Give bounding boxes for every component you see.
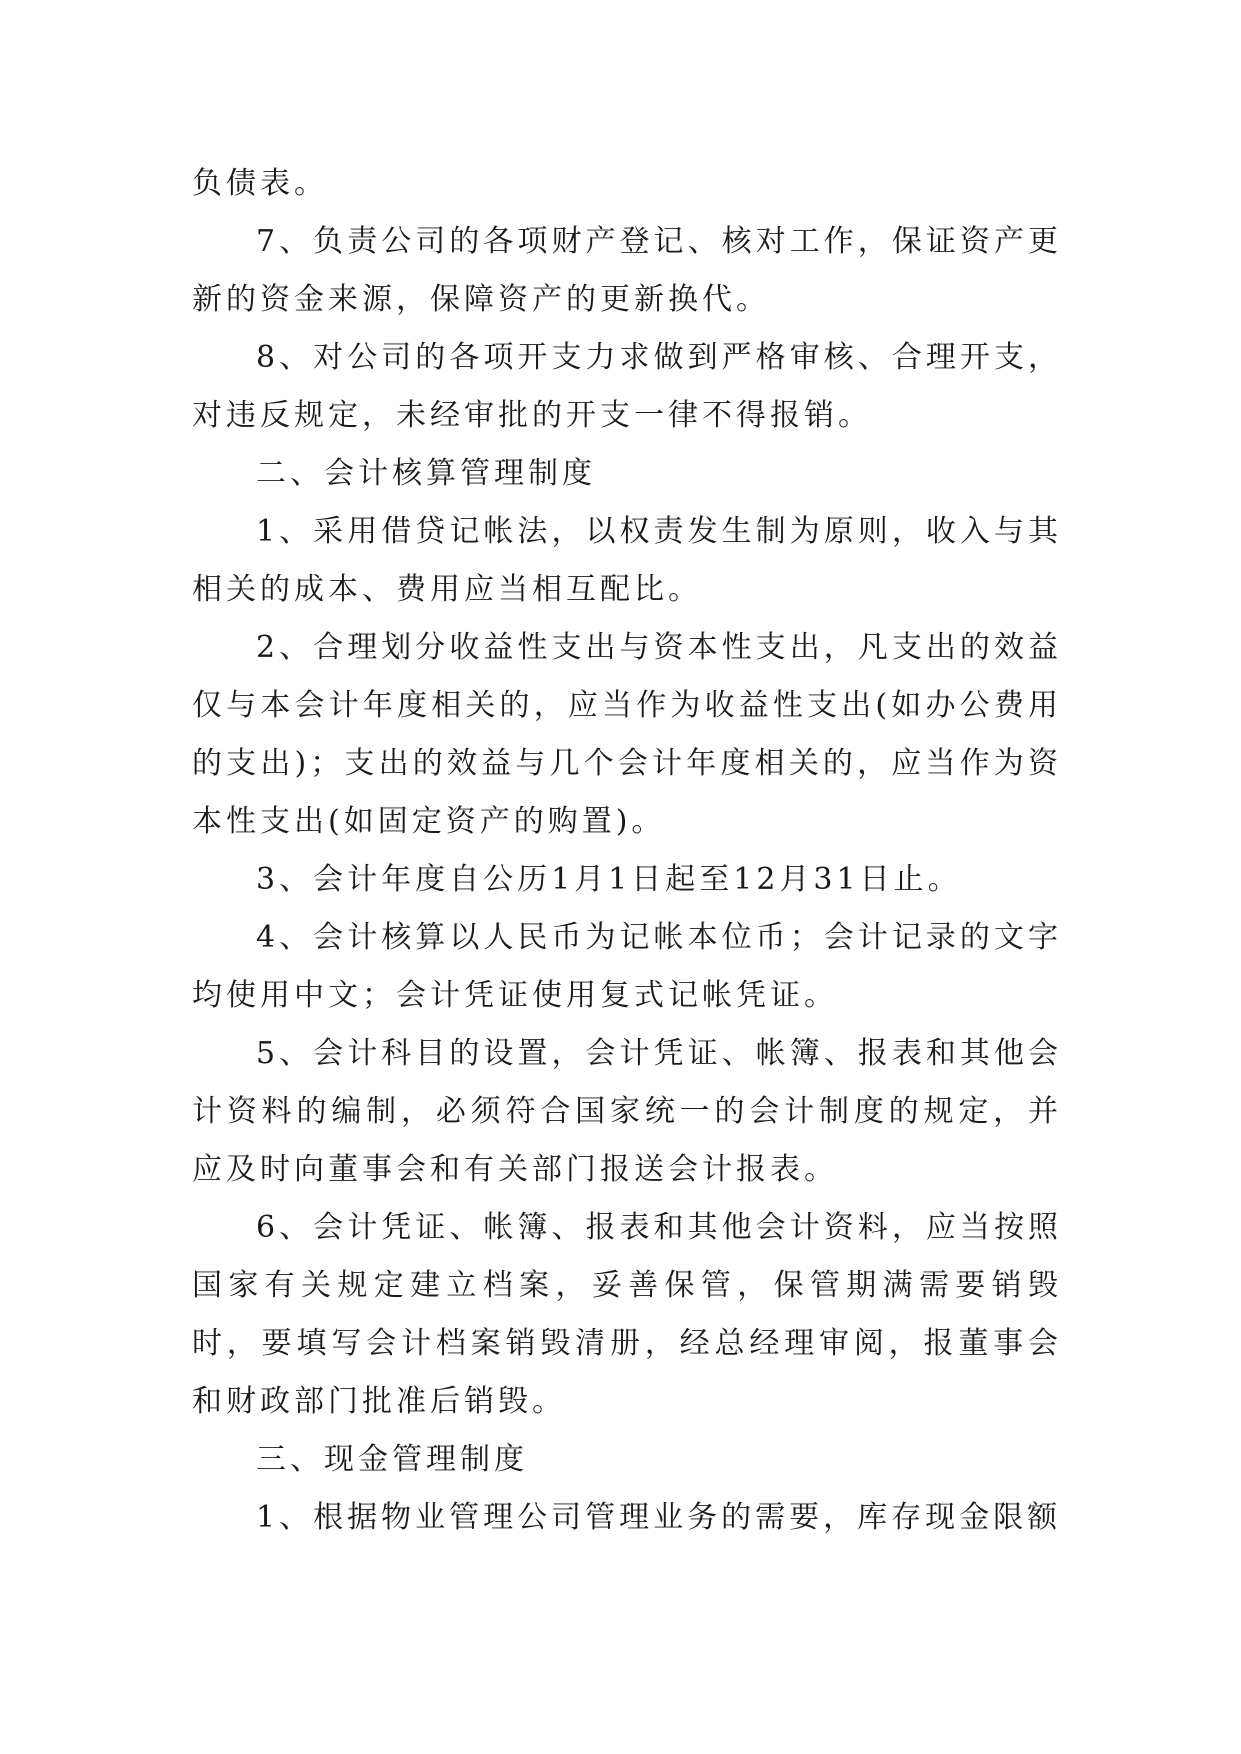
paragraph-item-3: 3、会计年度自公历1月1日起至12月31日止。 [256, 862, 962, 897]
section-heading-cash: 三、现金管理制度 [256, 1442, 528, 1477]
paragraph-item-7: 7、负责公司的各项财产登记、核对工作，保证资产更新的资金来源，保障资产的更新换代。 [192, 224, 1062, 317]
paragraph-item-2: 2、合理划分收益性支出与资本性支出，凡支出的效益仅与本会计年度相关的，应当作为收益性支出(如办公费用的支出)；支出的效益与几个会计年度相关的，应当作为资本性支出(如固定资产的购置)。 [192, 630, 1062, 839]
paragraph-item-6: 6、会计凭证、帐簿、报表和其他会计资料，应当按照国家有关规定建立档案，妥善保管，保管期满需要销毁时，要填写会计档案销毁清册，经总经理审阅，报董事会和财政部门批准后销毁。 [192, 1210, 1062, 1419]
paragraph-item-1: 1、采用借贷记帐法，以权责发生制为原则，收入与其相关的成本、费用应当相互配比。 [192, 514, 1062, 607]
paragraph-item-8: 8、对公司的各项开支力求做到严格审核、合理开支，对违反规定，未经审批的开支一律不得报销。 [192, 340, 1062, 433]
section-heading-accounting: 二、会计核算管理制度 [256, 456, 596, 491]
paragraph-item-5: 5、会计科目的设置，会计凭证、帐簿、报表和其他会计资料的编制，必须符合国家统一的会计制度的规定，并应及时向董事会和有关部门报送会计报表。 [192, 1036, 1062, 1187]
paragraph-continuation: 负债表。 [192, 166, 328, 201]
paragraph-item-4: 4、会计核算以人民币为记帐本位币；会计记录的文字均使用中文；会计凭证使用复式记帐凭证。 [192, 920, 1062, 1013]
paragraph-cash-item-1: 1、根据物业管理公司管理业务的需要，库存现金限额 [256, 1500, 1062, 1535]
document-body [192, 155, 1062, 1547]
